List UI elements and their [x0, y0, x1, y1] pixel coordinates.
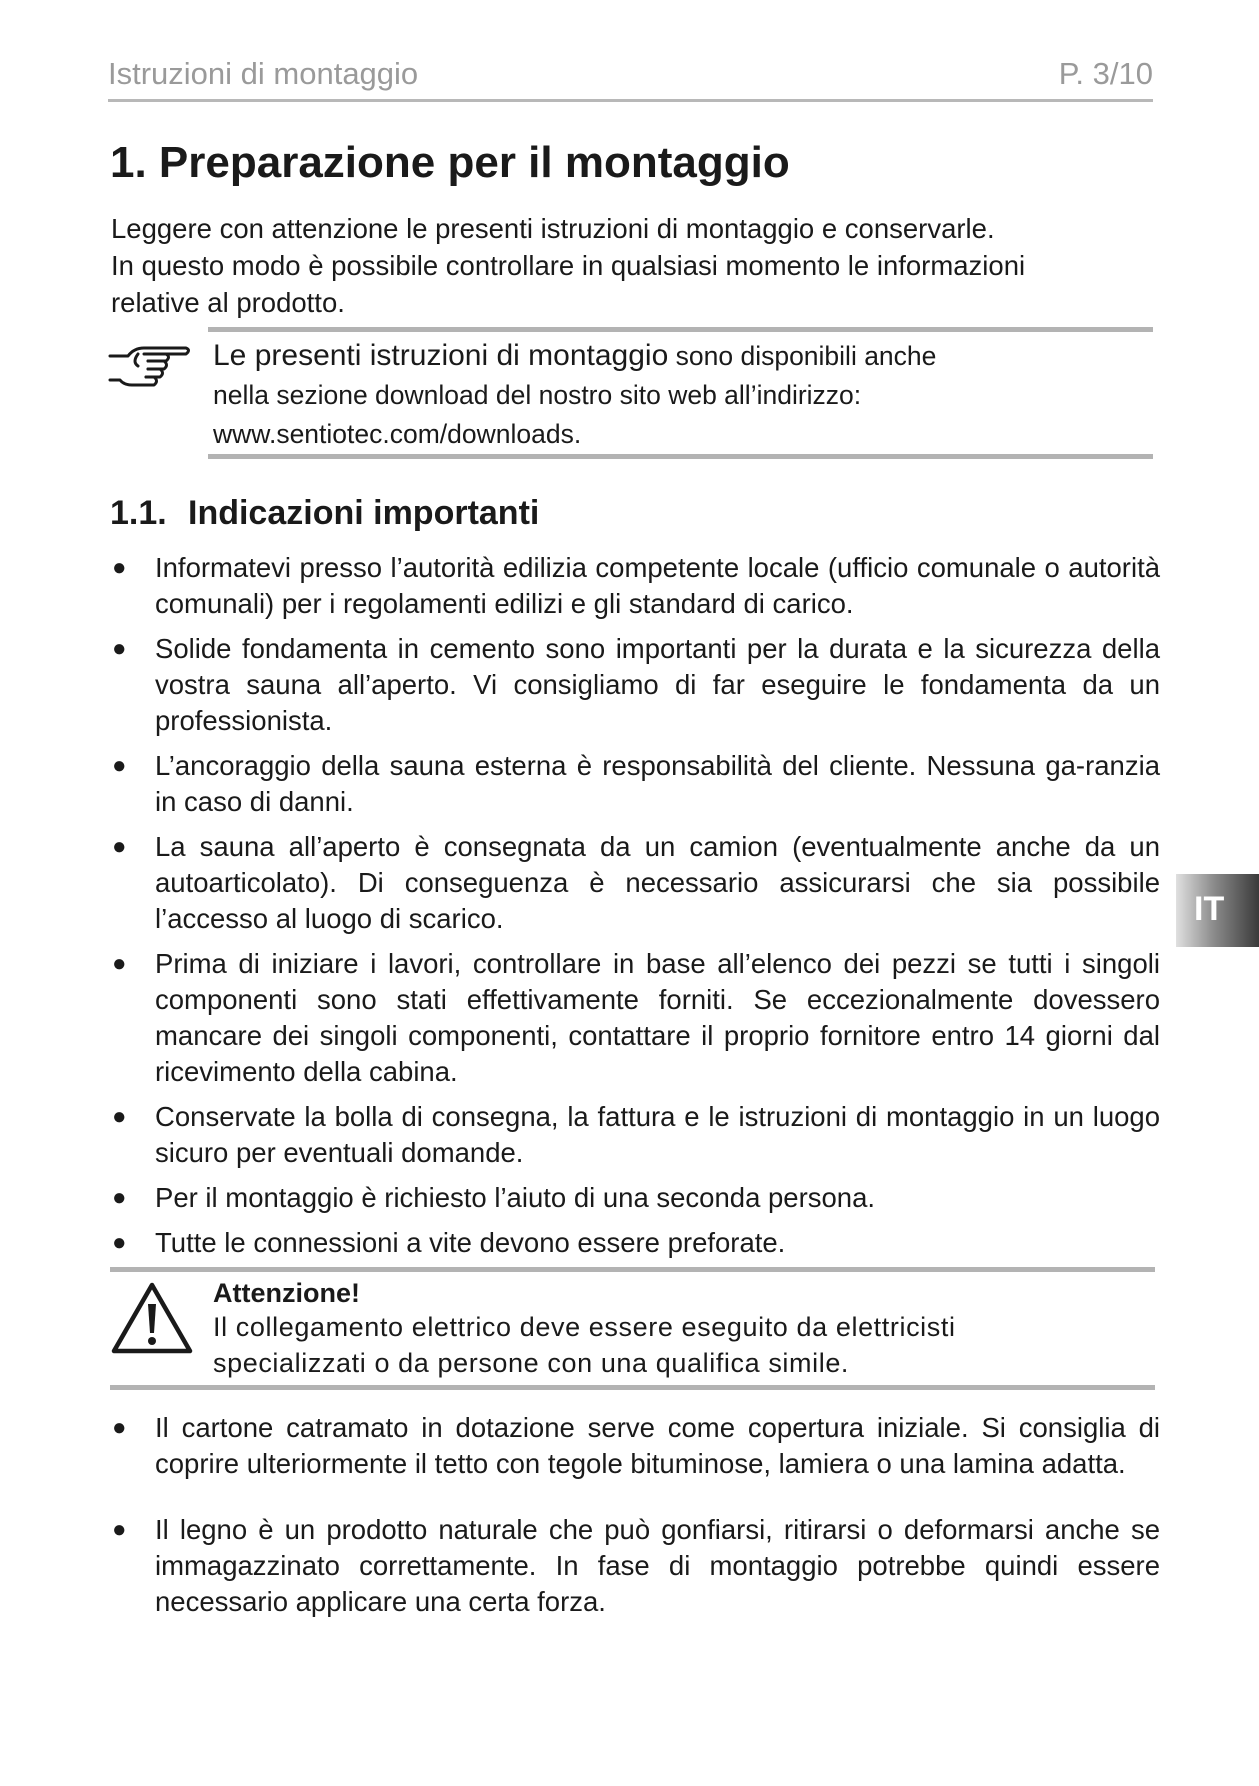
language-tab [1176, 874, 1259, 947]
intro-paragraph [111, 210, 1156, 321]
bullet-icon: ● [112, 635, 127, 662]
subsection-number: 1.1. [110, 494, 167, 532]
intro-line: In questo modo è possibile controllare in qualsiasi momento le informazioni [111, 250, 1026, 281]
bullet-icon: ● [112, 1229, 127, 1256]
bullet-icon: ● [112, 833, 127, 860]
list-item: ● Prima di iniziare i lavori, controllare in base all’elenco dei pezzi se tutti i singoli componenti sono stati effettivamente forniti. Se eccezionalmente dovessero mancare dei singoli componenti, contattare il proprio fornitore entro 14 giorni dal ricevimento della cabina. [112, 948, 1160, 1087]
note-divider-bottom [208, 454, 1153, 459]
section-title: 1. Preparazione per il montaggio [110, 138, 790, 187]
additional-notes-list [110, 1410, 1160, 1650]
important-notes-list [110, 550, 1160, 1270]
note-lead-rest: sono disponibili anche [668, 341, 937, 371]
pointing-hand-icon [108, 344, 192, 394]
bullet-icon: ● [112, 1103, 127, 1130]
bullet-icon: ● [112, 1516, 127, 1543]
list-item: ● L’ancoraggio della sauna esterna è responsabilità del cliente. Nessuna ga-ranzia in caso di danni. [112, 750, 1160, 817]
list-item: ● La sauna all’aperto è consegnata da un camion (eventualmente anche da un autoarticolato). Di conseguenza è necessario assicurarsi che sia possibile l’accesso al luogo di scarico. [112, 831, 1160, 934]
note-lead: Le presenti istruzioni di montaggio [213, 339, 669, 372]
subsection-title [110, 494, 539, 533]
list-item: ● Solide fondamenta in cemento sono importanti per la durata e la sicurezza della vostra sauna all’aperto. Vi consigliamo di far eseguire le fondamenta da un professionista. [112, 633, 1160, 736]
intro-line: Leggere con attenzione le presenti istruzioni di montaggio e conservarle. [111, 213, 995, 244]
warning-divider-bottom [110, 1385, 1155, 1390]
warning-text [213, 1277, 1153, 1381]
language-tab-label: IT [1194, 890, 1225, 928]
note-divider-top [208, 327, 1153, 332]
warning-title: Attenzione! [213, 1278, 360, 1308]
list-item: ● Conservate la bolla di consegna, la fattura e le istruzioni di montaggio in un luogo sicuro per eventuali domande. [112, 1101, 1160, 1168]
warning-line: Il collegamento elettrico deve essere eseguito da elettricisti [213, 1312, 956, 1342]
bullet-icon: ● [112, 554, 127, 581]
download-url: www.sentiotec.com/downloads. [213, 419, 582, 449]
note-line: nella sezione download del nostro sito web all’indirizzo: [213, 380, 862, 410]
bullet-icon: ● [112, 950, 127, 977]
list-item: ● Il legno è un prodotto naturale che può gonfiarsi, ritirarsi o deformarsi anche se immagazzinato correttamente. In fase di montaggio potrebbe quindi essere necessario applicare una certa forza. [112, 1514, 1160, 1617]
list-item: ● Il cartone catramato in dotazione serve come copertura iniziale. Si consiglia di coprire ulteriormente il tetto con tegole bituminose, lamiera o una lamina adatta. [112, 1412, 1160, 1479]
page-number: P. 3/10 [1058, 56, 1153, 91]
list-item: ● Informatevi presso l’autorità edilizia competente locale (ufficio comunale o autorità comunali) per i regolamenti edilizi e gli standard di carico. [112, 552, 1160, 619]
warning-line: specializzati o da persone con una qualifica simile. [213, 1348, 850, 1378]
note-text [213, 336, 1153, 454]
page-header [108, 52, 1153, 102]
bullet-icon: ● [112, 1184, 127, 1211]
header-title: Istruzioni di montaggio [108, 56, 419, 91]
list-item: ● Tutte le connessioni a vite devono essere preforate. [110, 1225, 1160, 1261]
note-line [213, 336, 1153, 376]
list-item: ● Per il montaggio è richiesto l’aiuto di una seconda persona. [110, 1180, 1160, 1216]
bullet-icon: ● [112, 1414, 127, 1441]
warning-triangle-icon [110, 1280, 194, 1356]
subsection-label: Indicazioni importanti [188, 494, 540, 532]
warning-divider-top [110, 1267, 1155, 1272]
intro-line: relative al prodotto. [111, 287, 345, 318]
bullet-icon: ● [112, 752, 127, 779]
